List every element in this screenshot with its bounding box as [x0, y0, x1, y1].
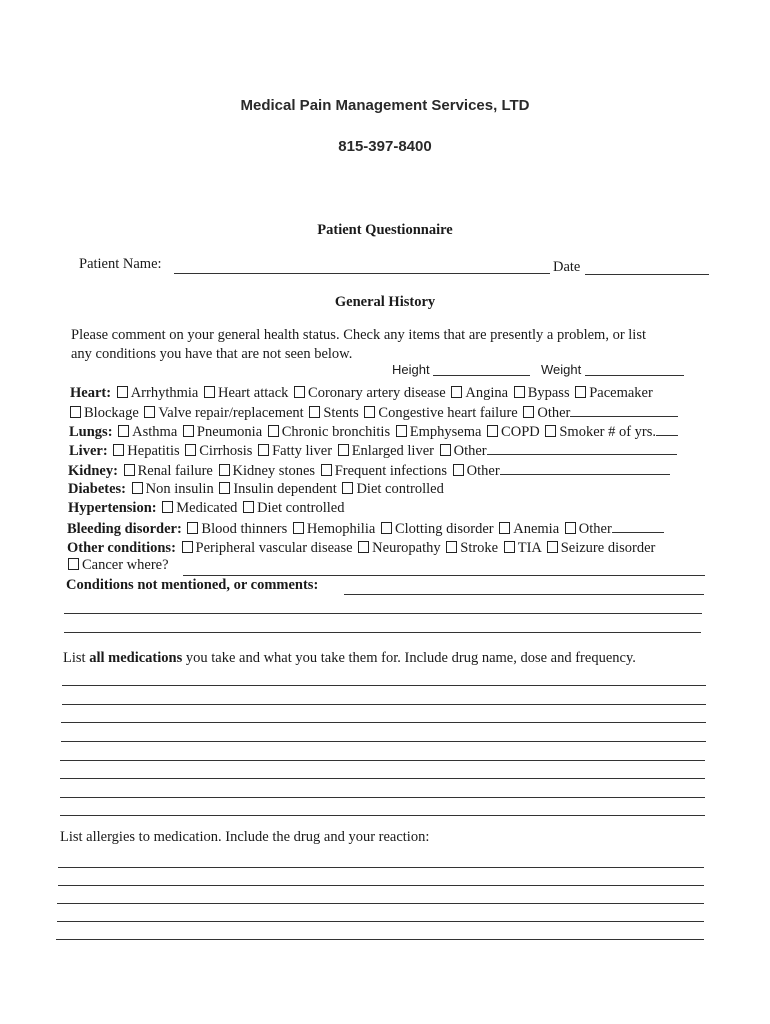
option-label: Kidney stones: [232, 463, 316, 479]
option-label: Hepatitis: [127, 443, 180, 459]
conditions-not-mentioned-label: Conditions not mentioned, or comments:: [66, 577, 319, 593]
kidney-label: Kidney:: [68, 463, 118, 479]
checkbox-frequent-infections[interactable]: [321, 464, 332, 476]
option-label: Insulin dependent: [233, 481, 337, 497]
allergies-line[interactable]: [58, 885, 704, 886]
heart-row: [70, 385, 653, 402]
checkbox-angina[interactable]: [451, 386, 462, 398]
option-label: COPD: [501, 424, 540, 440]
checkbox-anemia[interactable]: [499, 522, 510, 534]
checkbox-emphysema[interactable]: [396, 425, 407, 437]
option-label: Renal failure: [137, 463, 213, 479]
option-label: Other: [453, 443, 487, 459]
checkbox-cirrhosis[interactable]: [185, 444, 196, 456]
option-label: Asthma: [132, 424, 178, 440]
other-conditions-label: Other conditions:: [67, 540, 176, 556]
option-label: Diet controlled: [356, 481, 444, 497]
option-label: Cancer where?: [82, 557, 169, 573]
liver-label: Liver:: [69, 443, 108, 459]
diabetes-label: Diabetes:: [68, 481, 126, 497]
option-label: Other: [537, 405, 571, 421]
instructions-line-2: any conditions you have that are not seen below.: [71, 346, 353, 362]
bleeding-label: Bleeding disorder:: [67, 521, 182, 537]
checkbox-renal-failure[interactable]: [124, 464, 135, 476]
medications-prompt-bold: all medications: [89, 650, 183, 666]
checkbox-coronary-artery-disease[interactable]: [294, 386, 305, 398]
medications-line[interactable]: [62, 685, 706, 686]
option-label: Blood thinners: [201, 521, 288, 537]
hypertension-label: Hypertension:: [68, 500, 157, 516]
checkbox-seizure-disorder[interactable]: [547, 541, 558, 553]
comments-line[interactable]: [64, 632, 701, 633]
allergies-line[interactable]: [56, 939, 704, 940]
option-label: Clotting disorder: [394, 521, 494, 537]
cancer-where-field[interactable]: [183, 575, 705, 576]
option-label: Chronic bronchitis: [281, 424, 391, 440]
weight-label: Weight: [541, 362, 582, 377]
option-label: Diet controlled: [257, 500, 345, 516]
checkbox-arrhythmia[interactable]: [117, 386, 128, 398]
option-label: Heart attack: [217, 385, 289, 401]
organization-phone: 815-397-8400: [338, 138, 432, 155]
patient-name-field[interactable]: [174, 273, 550, 274]
patient-name-label: Patient Name:: [79, 256, 162, 272]
option-label: TIA: [517, 540, 542, 556]
checkbox-non-insulin[interactable]: [132, 482, 143, 494]
medications-line[interactable]: [60, 778, 705, 779]
option-label: Other: [578, 521, 612, 537]
medications-prompt-pre: List: [63, 650, 90, 666]
checkbox-cancer[interactable]: [68, 558, 79, 570]
checkbox-bleeding-other[interactable]: [565, 522, 576, 534]
checkbox-blockage[interactable]: [70, 406, 81, 418]
diabetes-row: [68, 481, 444, 498]
checkbox-clotting-disorder[interactable]: [381, 522, 392, 534]
height-field[interactable]: [433, 375, 530, 376]
option-label: Bypass: [527, 385, 570, 401]
weight-field[interactable]: [585, 375, 684, 376]
option-label: Angina: [465, 385, 509, 401]
option-label: Valve repair/replacement: [158, 405, 304, 421]
checkbox-heart-other[interactable]: [523, 406, 534, 418]
checkbox-peripheral-vascular-disease[interactable]: [182, 541, 193, 553]
option-label: Arrhythmia: [130, 385, 199, 401]
checkbox-fatty-liver[interactable]: [258, 444, 269, 456]
heart-label: Heart:: [70, 385, 112, 401]
option-label: Stroke: [460, 540, 499, 556]
bleeding-row: [67, 520, 664, 538]
option-label: Pneumonia: [196, 424, 263, 440]
checkbox-pneumonia[interactable]: [183, 425, 194, 437]
cancer-row: [66, 557, 169, 574]
other-conditions-row: [67, 540, 655, 557]
option-label: Stents: [323, 405, 359, 421]
checkbox-copd[interactable]: [487, 425, 498, 437]
checkbox-bypass[interactable]: [514, 386, 525, 398]
option-label: Anemia: [513, 521, 560, 537]
option-label: Peripheral vascular disease: [195, 540, 353, 556]
allergies-line[interactable]: [58, 867, 704, 868]
heart-row-2: [68, 404, 678, 422]
smoker-years-field[interactable]: [656, 423, 678, 436]
medications-line[interactable]: [61, 741, 706, 742]
checkbox-chronic-bronchitis[interactable]: [268, 425, 279, 437]
checkbox-congestive-heart-failure[interactable]: [364, 406, 375, 418]
allergies-prompt: List allergies to medication. Include the drug and your reaction:: [60, 829, 430, 845]
medications-line[interactable]: [60, 797, 705, 798]
lungs-label: Lungs:: [69, 424, 113, 440]
checkbox-valve-repair[interactable]: [144, 406, 155, 418]
checkbox-stroke[interactable]: [446, 541, 457, 553]
option-label: Seizure disorder: [560, 540, 656, 556]
lungs-row: [69, 423, 678, 441]
medications-line[interactable]: [60, 815, 705, 816]
checkbox-blood-thinners[interactable]: [187, 522, 198, 534]
option-label: Coronary artery disease: [308, 385, 446, 401]
instructions-line-1: Please comment on your general health status. Check any items that are presently a problem, or list: [71, 327, 647, 343]
checkbox-pacemaker[interactable]: [575, 386, 586, 398]
option-label: Fatty liver: [272, 443, 333, 459]
option-label: Blockage: [84, 405, 139, 421]
comments-line[interactable]: [64, 613, 702, 614]
general-history-heading: General History: [334, 294, 436, 310]
heart-other-field[interactable]: [570, 404, 678, 417]
checkbox-medicated[interactable]: [162, 501, 173, 513]
checkbox-stents[interactable]: [309, 406, 320, 418]
option-label: Smoker # of yrs.: [559, 424, 657, 440]
checkbox-hepatitis[interactable]: [113, 444, 124, 456]
medications-line[interactable]: [62, 704, 706, 705]
comments-field[interactable]: [344, 594, 704, 595]
allergies-line[interactable]: [57, 921, 704, 922]
option-label: Congestive heart failure: [378, 405, 518, 421]
option-label: Other: [466, 463, 500, 479]
bleeding-other-field[interactable]: [612, 520, 664, 533]
organization-name: Medical Pain Management Services, LTD: [240, 97, 530, 114]
checkbox-enlarged-liver[interactable]: [338, 444, 349, 456]
checkbox-hemophilia[interactable]: [293, 522, 304, 534]
medications-line[interactable]: [60, 760, 705, 761]
checkbox-heart-attack[interactable]: [204, 386, 215, 398]
checkbox-hypertension-diet-controlled[interactable]: [243, 501, 254, 513]
checkbox-asthma[interactable]: [118, 425, 129, 437]
form-title: Patient Questionnaire: [317, 222, 453, 238]
medications-line[interactable]: [61, 722, 706, 723]
option-label: Medicated: [176, 500, 238, 516]
option-label: Neuropathy: [372, 540, 441, 556]
kidney-row: [68, 462, 670, 480]
checkbox-insulin-dependent[interactable]: [219, 482, 230, 494]
option-label: Non insulin: [145, 481, 214, 497]
liver-row: [69, 442, 677, 460]
date-field[interactable]: [585, 274, 709, 275]
checkbox-kidney-stones[interactable]: [219, 464, 230, 476]
kidney-other-field[interactable]: [500, 462, 670, 475]
liver-other-field[interactable]: [487, 442, 677, 455]
checkbox-smoker[interactable]: [545, 425, 556, 437]
option-label: Enlarged liver: [351, 443, 434, 459]
option-label: Frequent infections: [334, 463, 448, 479]
medications-prompt: [63, 650, 636, 667]
height-label: Height: [392, 362, 430, 377]
checkbox-tia[interactable]: [504, 541, 515, 553]
hypertension-row: [68, 500, 344, 517]
checkbox-liver-other[interactable]: [440, 444, 451, 456]
date-label: Date: [553, 259, 581, 275]
medications-prompt-post: you take and what you take them for. Include drug name, dose and frequency.: [182, 650, 636, 666]
option-label: Hemophilia: [306, 521, 376, 537]
option-label: Pacemaker: [589, 385, 653, 401]
checkbox-diabetes-diet-controlled[interactable]: [342, 482, 353, 494]
option-label: Cirrhosis: [199, 443, 253, 459]
checkbox-neuropathy[interactable]: [358, 541, 369, 553]
allergies-line[interactable]: [57, 903, 704, 904]
option-label: Emphysema: [409, 424, 482, 440]
checkbox-kidney-other[interactable]: [453, 464, 464, 476]
